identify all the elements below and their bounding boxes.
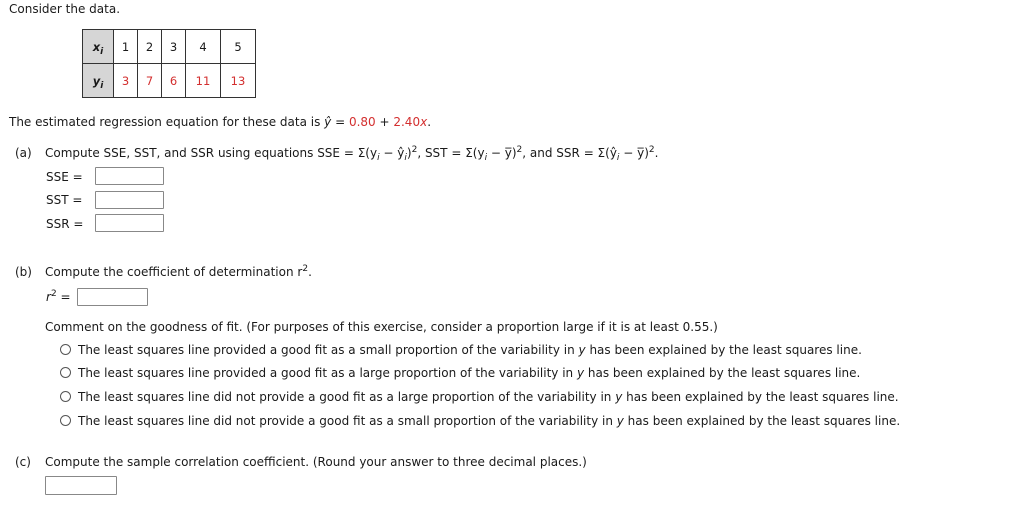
slope-value: 2.40x bbox=[393, 115, 428, 129]
r2-label: $r^2$ = bbox=[46, 289, 71, 304]
sst-input[interactable] bbox=[95, 191, 164, 209]
x-cell: 3 bbox=[162, 30, 186, 64]
y-cell: 3 bbox=[114, 64, 138, 98]
option-radio[interactable] bbox=[60, 415, 71, 426]
part-b-question: Compute the coefficient of determination $r^2$. bbox=[45, 264, 312, 279]
option-radio[interactable] bbox=[60, 367, 71, 378]
part-c-question: Compute the sample correlation coefficient. (Round your answer to three decimal places.) bbox=[45, 455, 587, 469]
option-text: The least squares line did not provide a good fit as a large proportion of the variability in y has been explained by the least squares line. bbox=[78, 390, 899, 404]
y-header: $y_i$ bbox=[83, 64, 114, 98]
x-cell: 2 bbox=[138, 30, 162, 64]
y-cell: 13 bbox=[221, 64, 256, 98]
sst-label: SST = bbox=[46, 193, 83, 207]
y-cell: 11 bbox=[186, 64, 221, 98]
y-cell: 7 bbox=[138, 64, 162, 98]
option-text: The least squares line provided a good fit as a small proportion of the variability in y has been explained by the least squares line. bbox=[78, 343, 862, 357]
regression-equation: The estimated regression equation for these data is ŷ = 0.80 + 2.40x. bbox=[9, 115, 432, 129]
goodness-of-fit-prompt: Comment on the goodness of fit. (For purposes of this exercise, consider a proportion large if it is at least 0.55.) bbox=[45, 320, 718, 334]
ssr-input[interactable] bbox=[95, 214, 164, 232]
part-b-label: (b) bbox=[15, 265, 32, 279]
x-cell: 5 bbox=[221, 30, 256, 64]
part-a-question: Compute SSE, SST, and SSR using equations SSE = $\Sigma(y_i$ − $ŷ_i)^2$, SST = $\Sigma(y_i$ − y̅)$^2$, and SSR = $\Sigma(ŷ_i$ − y̅)$^2$. bbox=[45, 145, 659, 163]
x-header: $x_i$ bbox=[83, 30, 114, 64]
x-cell: 4 bbox=[186, 30, 221, 64]
option-radio[interactable] bbox=[60, 344, 71, 355]
intro-text: Consider the data. bbox=[9, 2, 121, 16]
data-table bbox=[82, 29, 256, 98]
option-radio[interactable] bbox=[60, 391, 71, 402]
y-cell: 6 bbox=[162, 64, 186, 98]
r2-input[interactable] bbox=[77, 288, 148, 306]
table-row-y bbox=[83, 64, 256, 98]
ssr-label: SSR = bbox=[46, 217, 84, 231]
table-row-x bbox=[83, 30, 256, 64]
part-c-label: (c) bbox=[15, 455, 31, 469]
intercept-value: 0.80 bbox=[348, 115, 376, 129]
part-a-label: (a) bbox=[15, 146, 32, 160]
option-text: The least squares line did not provide a good fit as a small proportion of the variability in y has been explained by the least squares line. bbox=[78, 414, 901, 428]
option-text: The least squares line provided a good fit as a large proportion of the variability in y has been explained by the least squares line. bbox=[78, 366, 861, 380]
correlation-input[interactable] bbox=[45, 476, 117, 495]
sse-input[interactable] bbox=[95, 167, 164, 185]
x-cell: 1 bbox=[114, 30, 138, 64]
sse-label: SSE = bbox=[46, 170, 83, 184]
